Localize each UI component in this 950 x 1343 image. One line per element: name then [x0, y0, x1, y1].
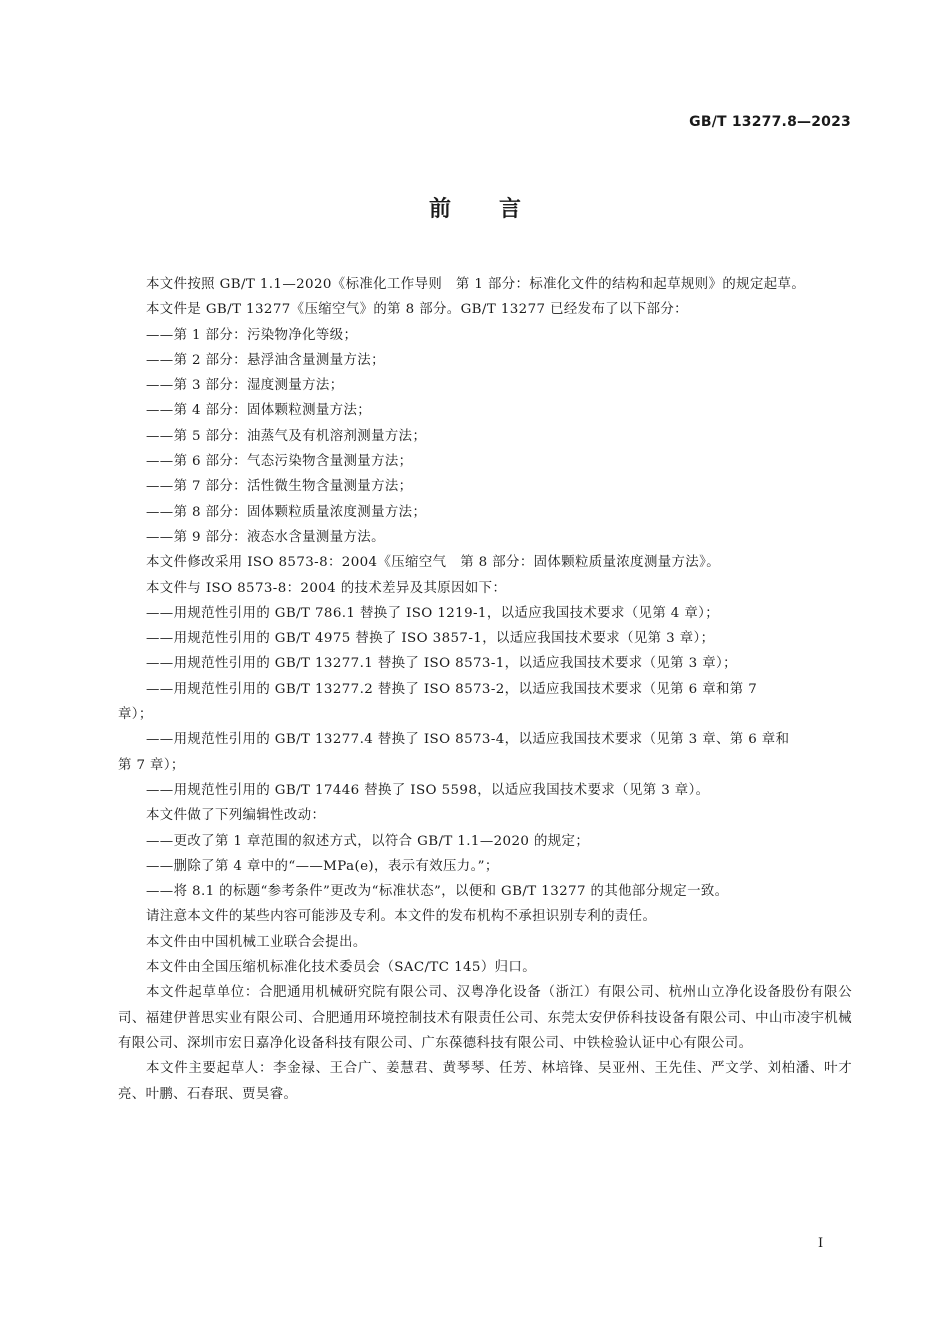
list-item-difference-5-line-2: 第 7 章）；	[118, 757, 185, 773]
list-item-part-4: ——第 4 部分：固体颗粒测量方法；	[146, 403, 372, 419]
list-item-difference-6: ——用规范性引用的 GB/T 17446 替换了 ISO 5598，以适应我国技术要求（见第 3 章）。	[146, 782, 710, 798]
list-item-difference-2: ——用规范性引用的 GB/T 4975 替换了 ISO 3857-1，以适应我国技术要求（见第 3 章）；	[146, 631, 715, 647]
list-item-part-6: ——第 6 部分：气态污染物含量测量方法；	[146, 454, 413, 470]
document-body	[118, 272, 852, 1107]
list-item-difference-1: ——用规范性引用的 GB/T 786.1 替换了 ISO 1219-1，以适应我国技术要求（见第 4 章）；	[146, 605, 720, 621]
list-item-part-7: ——第 7 部分：活性微生物含量测量方法；	[146, 479, 413, 495]
paragraph-drafting-basis: 本文件按照 GB/T 1.1—2020《标准化工作导则 第 1 部分：标准化文件的结构和起草规则》的规定起草。	[146, 277, 806, 292]
list-item-difference-5-line-1: ——用规范性引用的 GB/T 13277.4 替换了 ISO 8573-4，以适应我国技术要求（见第 3 章、第 6 章和	[146, 732, 790, 748]
paragraph-differences-intro: 本文件与 ISO 8573-8：2004 的技术差异及其原因如下：	[146, 580, 507, 596]
list-item-part-3: ——第 3 部分：湿度测量方法；	[146, 378, 344, 394]
list-item-part-1: ——第 1 部分：污染物净化等级；	[146, 327, 358, 343]
paragraph-editorial-intro: 本文件做了下列编辑性改动：	[146, 808, 326, 824]
list-item-difference-3: ——用规范性引用的 GB/T 13277.1 替换了 ISO 8573-1，以适应我国技术要求（见第 3 章）；	[146, 656, 737, 672]
list-item-difference-5	[118, 727, 852, 778]
paragraph-adoption: 本文件修改采用 ISO 8573-8：2004《压缩空气 第 8 部分：固体颗粒质量浓度测量方法》。	[146, 555, 720, 571]
list-item-difference-4-line-2: 章）；	[118, 707, 153, 723]
paragraph-drafting-organizations: 本文件起草单位：合肥通用机械研究院有限公司、汉粤净化设备（浙江）有限公司、杭州山立净化设备股份有限公司、福建伊普思实业有限公司、合肥通用环境控制技术有限责任公司、东莞太安伊侨科技设备有限公司、中山市凌宇机械有限公司、深圳市宏日嘉净化设备科技有限公司、广东葆德科技有限公司、中铁检验认证中心有限公司。	[118, 985, 852, 1051]
list-item-part-9: ——第 9 部分：液态水含量测量方法。	[146, 529, 385, 545]
paragraph-proposer: 本文件由中国机械工业联合会提出。	[146, 934, 367, 950]
list-item-part-8: ——第 8 部分：固体颗粒质量浓度测量方法；	[146, 504, 427, 520]
list-item-edit-3: ——将 8.1 的标题“参考条件”更改为“标准状态”，以便和 GB/T 13277 的其他部分规定一致。	[146, 884, 729, 900]
paragraph-series-intro: 本文件是 GB/T 13277《压缩空气》的第 8 部分。GB/T 13277 已经发布了以下部分：	[146, 302, 688, 318]
list-item-part-2: ——第 2 部分：悬浮油含量测量方法；	[146, 352, 385, 368]
list-item-difference-4	[118, 677, 852, 728]
list-item-edit-2: ——删除了第 4 章中的“——MPa(e)，表示有效压力。”；	[146, 858, 499, 874]
list-item-edit-1: ——更改了第 1 章范围的叙述方式，以符合 GB/T 1.1—2020 的规定；	[146, 833, 590, 849]
page-title: 前言	[428, 197, 569, 222]
standard-number: GB/T 13277.8—2023	[689, 114, 851, 130]
paragraph-drafters: 本文件主要起草人：李金禄、王合广、姜慧君、黄琴琴、任芳、林培锋、吴亚州、王先佳、严文学、刘柏潘、叶才亮、叶鹏、石春珉、贾昊睿。	[118, 1061, 852, 1102]
paragraph-committee: 本文件由全国压缩机标准化技术委员会（SAC/TC 145）归口。	[146, 960, 536, 976]
page-number: I	[818, 1236, 824, 1251]
list-item-part-5: ——第 5 部分：油蒸气及有机溶剂测量方法；	[146, 428, 427, 444]
paragraph-patent-notice: 请注意本文件的某些内容可能涉及专利。本文件的发布机构不承担识别专利的责任。	[146, 909, 657, 925]
list-item-difference-4-line-1: ——用规范性引用的 GB/T 13277.2 替换了 ISO 8573-2，以适应我国技术要求（见第 6 章和第 7	[146, 681, 758, 697]
